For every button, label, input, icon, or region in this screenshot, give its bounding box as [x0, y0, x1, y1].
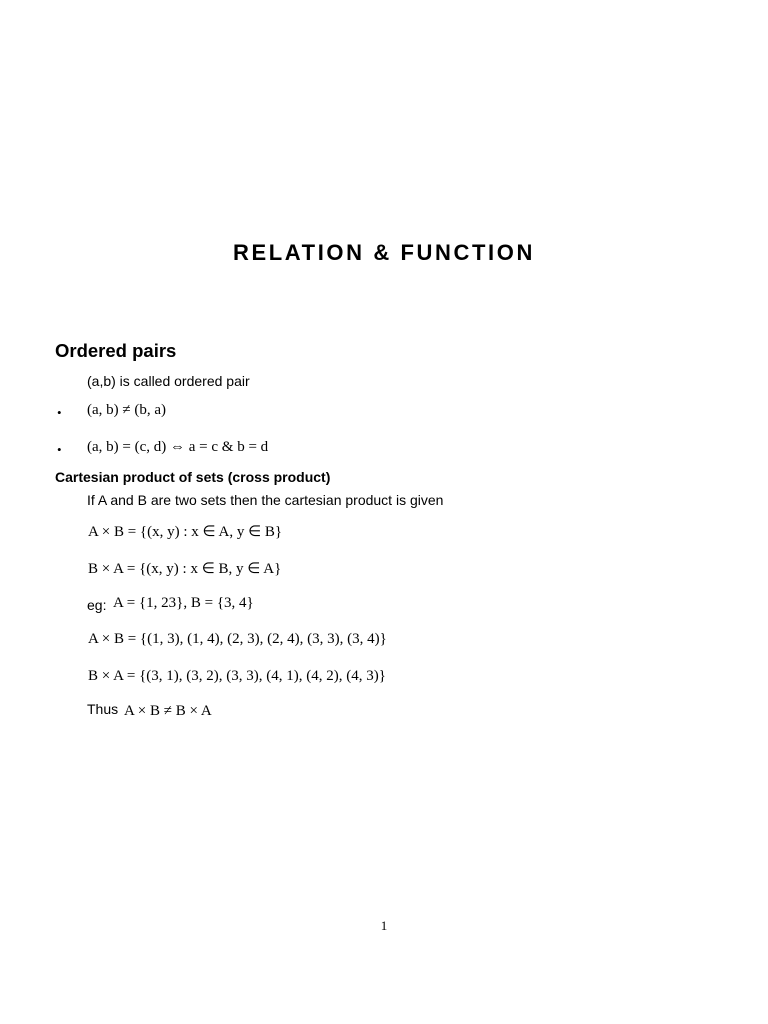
- definition-b-cross-a: B × A = {(x, y) : x ∈ B, y ∈ A}: [88, 561, 282, 577]
- example-label: eg:: [87, 597, 107, 613]
- conclusion-label: Thus: [87, 701, 119, 717]
- ordered-pair-equality: (a, b) = (c, d) ⇔ a = c & b = d: [87, 439, 269, 455]
- conclusion-statement: A × B ≠ B × A: [124, 703, 212, 719]
- bullet-point: •: [57, 405, 62, 420]
- example-sets: A = {1, 23}, B = {3, 4}: [113, 595, 254, 611]
- section-heading-cartesian-product: Cartesian product of sets (cross product): [55, 469, 331, 485]
- definition-a-cross-b: A × B = {(x, y) : x ∈ A, y ∈ B}: [88, 524, 283, 540]
- page-title: RELATION & FUNCTION: [233, 240, 535, 265]
- page-number: 1: [380, 918, 388, 933]
- ordered-pair-inequality: (a, b) ≠ (b, a): [87, 402, 167, 418]
- ordered-pair-definition: (a,b) is called ordered pair: [87, 373, 250, 389]
- cartesian-product-intro: If A and B are two sets then the cartesian product is given: [87, 492, 444, 508]
- result-a-cross-b: A × B = {(1, 3), (1, 4), (2, 3), (2, 4), (3, 3), (3, 4)}: [88, 631, 387, 647]
- bullet-point: •: [57, 442, 62, 457]
- section-heading-ordered-pairs: Ordered pairs: [55, 340, 177, 361]
- result-b-cross-a: B × A = {(3, 1), (3, 2), (3, 3), (4, 1), (4, 2), (4, 3)}: [88, 668, 386, 684]
